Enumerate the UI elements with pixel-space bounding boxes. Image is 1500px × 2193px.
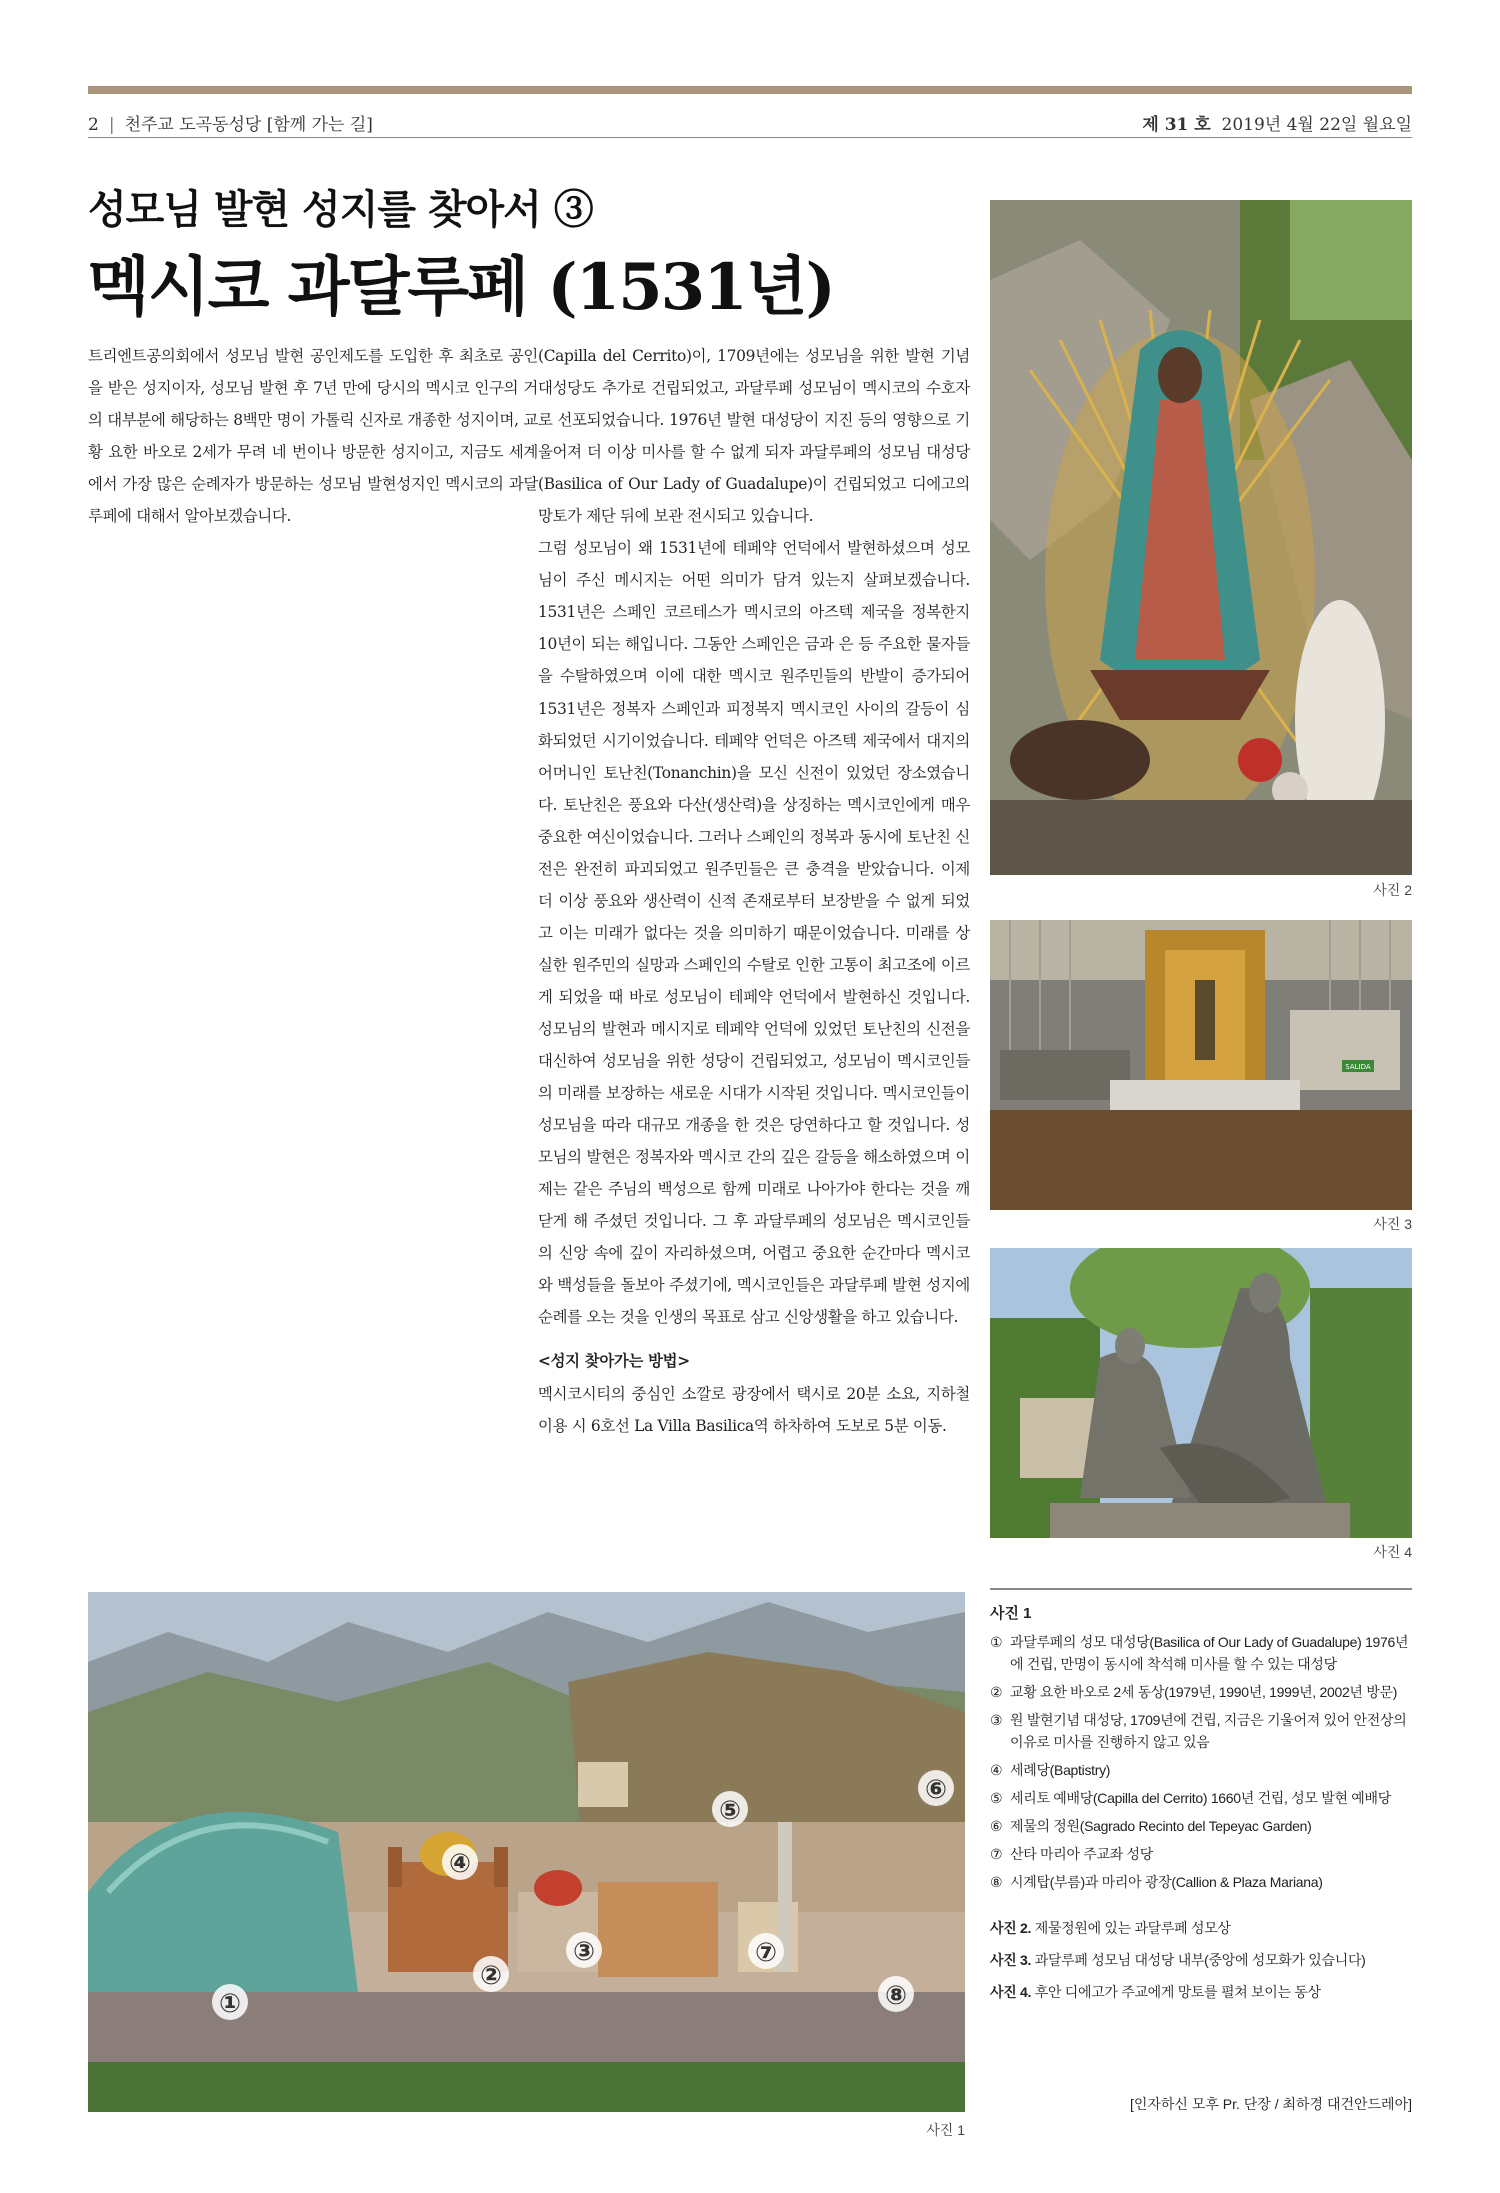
caption-text: 세리토 예배당(Capilla del Cerrito) 1660년 건립, 성모 발현 예배당 bbox=[1010, 1790, 1391, 1806]
author-credit: [인자하신 모후 Pr. 단장 / 최하경 대건안드레아] bbox=[1129, 2096, 1412, 2112]
caption-item bbox=[990, 1787, 1412, 1809]
caption-heading: 사진 1 bbox=[990, 1605, 1032, 1622]
caption-text: 제물의 정원(Sagrado Recinto del Tepeyac Garden) bbox=[1010, 1818, 1312, 1834]
marker-2: ② bbox=[479, 1961, 503, 1991]
caption-divider bbox=[990, 1588, 1412, 1590]
photo-4-caption-label: 사진 4. bbox=[990, 1984, 1032, 2000]
caption-text: 교황 요한 바오로 2세 동상(1979년, 1990년, 1999년, 2002년 방문) bbox=[1010, 1684, 1398, 1700]
photo-4-graphic bbox=[990, 1248, 1412, 1538]
top-rule bbox=[88, 86, 1412, 94]
issue-number: 제 31 호 bbox=[1142, 115, 1211, 135]
exit-sign-text: SALIDA bbox=[1345, 1063, 1371, 1071]
photo-3-caption bbox=[990, 1949, 1412, 1971]
photo-2-graphic bbox=[990, 200, 1412, 875]
photo-1-aerial bbox=[88, 1592, 965, 2112]
caption-text: 시계탑(부름)과 마리아 광장(Callion & Plaza Mariana) bbox=[1010, 1874, 1323, 1890]
header-left bbox=[88, 110, 373, 135]
article-column-2 bbox=[538, 340, 970, 1555]
photo-3-label: 사진 3 bbox=[1373, 1216, 1412, 1232]
caption-number: ⑤ bbox=[990, 1790, 1003, 1806]
caption-item bbox=[990, 1759, 1412, 1781]
caption-item bbox=[990, 1631, 1412, 1675]
caption-number: ⑧ bbox=[990, 1874, 1003, 1890]
caption-text: 원 발현기념 대성당, 1709년에 건립, 지금은 기울어져 있어 안전상의 이유로 미사를 진행하지 않고 있음 bbox=[1010, 1712, 1407, 1750]
caption-text: 세례당(Baptistry) bbox=[1010, 1762, 1111, 1778]
marker-8: ⑧ bbox=[884, 1981, 908, 2011]
column1-text: 트리엔트공의회에서 성모님 발현 공인제도를 도입한 후 최초로 공인을 받은 성지이자, 성모님 발현 후 7년 만에 당시의 멕시코 인구의 거의 대부분에 해당하는 8백만 명이 가톨릭 신자로 개종한 성지이며, 교황 요한 바오로 2세가 무려 네 번이나 방문한 성지이고, 지금도 세계에서 가장 많은 순례자가 방문하는 성모님 발현성지인 멕시코의 과달루페에 대해서 알아보겠습니다. bbox=[88, 347, 538, 526]
caption-number: ④ bbox=[990, 1762, 1003, 1778]
column2-paragraph: (Capilla del Cerrito)이, 1709년에는 성모님을 위한 발현 기념 대성당도 추가로 건립되었고, 과달루페 성모님이 멕시코의 수호자로 선포되었습니다. 1976년 발현 대성당이 지진 등의 영향으로 기울어져 더 이상 미사를 할 수 없게 되자 과달루페의 성모님 대성당(Basilica of Our Lady of Guadalupe)이 건립되었고 디에고의 망토가 제단 뒤에 보관 전시되고 있습니다. bbox=[538, 347, 970, 526]
article-title: 멕시코 과달루페 (1531년) bbox=[88, 250, 834, 325]
caption-number: ② bbox=[990, 1684, 1003, 1700]
caption-item bbox=[990, 1871, 1412, 1893]
caption-text: 산타 마리아 주교좌 성당 bbox=[1010, 1846, 1154, 1862]
caption-item bbox=[990, 1815, 1412, 1837]
caption-text: 과달루페의 성모 대성당(Basilica of Our Lady of Guadalupe) 1976년에 건립, 만명이 동시에 착석해 미사를 할 수 있는 대성당 bbox=[1010, 1634, 1409, 1672]
photo-2-label: 사진 2 bbox=[1373, 882, 1412, 898]
caption-number: ⑦ bbox=[990, 1846, 1003, 1862]
photo-2-statue bbox=[990, 200, 1412, 875]
series-title: 성모님 발현 성지를 찾아서 ③ bbox=[88, 186, 593, 233]
caption-item bbox=[990, 1681, 1412, 1703]
photo-4-caption-text: 후안 디에고가 주교에게 망토를 펼쳐 보이는 동상 bbox=[1031, 1984, 1321, 2000]
publication-name: 천주교 도곡동성당 [함께 가는 길] bbox=[124, 115, 373, 135]
marker-1: ① bbox=[218, 1989, 242, 2019]
photo-3-caption-text: 과달루페 성모님 대성당 내부(중앙에 성모화가 있습니다) bbox=[1031, 1952, 1366, 1968]
photo-4-sculpture bbox=[990, 1248, 1412, 1538]
marker-3: ③ bbox=[572, 1937, 596, 1967]
marker-4: ④ bbox=[448, 1849, 472, 1879]
caption-item bbox=[990, 1843, 1412, 1865]
photo-2-caption-text: 제물정원에 있는 과달루페 성모상 bbox=[1031, 1920, 1231, 1936]
photo-captions bbox=[990, 1588, 1412, 2003]
marker-6: ⑥ bbox=[924, 1775, 948, 1805]
photo-3-caption-label: 사진 3. bbox=[990, 1952, 1032, 1968]
photo-4-label: 사진 4 bbox=[1373, 1544, 1412, 1560]
issue-date: 2019년 4월 22일 월요일 bbox=[1221, 115, 1412, 135]
photo-1-graphic bbox=[88, 1592, 965, 2112]
directions-heading: <성지 찾아가는 방법> bbox=[538, 1352, 690, 1371]
photo-3-graphic bbox=[990, 920, 1412, 1210]
marker-7: ⑦ bbox=[754, 1938, 778, 1968]
caption-number: ⑥ bbox=[990, 1818, 1003, 1834]
article-column-1 bbox=[88, 340, 538, 1562]
header-separator: | bbox=[108, 115, 115, 135]
photo-3-interior bbox=[990, 920, 1412, 1210]
caption-number: ① bbox=[990, 1634, 1003, 1650]
photo-4-caption bbox=[990, 1981, 1412, 2003]
header-right bbox=[1142, 110, 1412, 135]
directions-text: 멕시코시티의 중심인 소깔로 광장에서 택시로 20분 소요, 지하철 이용 시 6호선 La Villa Basilica역 하차하여 도보로 5분 이동. bbox=[538, 1384, 970, 1435]
caption-item bbox=[990, 1709, 1412, 1753]
caption-number: ③ bbox=[990, 1712, 1003, 1728]
column2-paragraph: 그럼 성모님이 왜 1531년에 테페약 언덕에서 발현하셨으며 성모님이 주신 메시지는 어떤 의미가 담겨 있는지 살펴보겠습니다. 1531년은 스페인 코르테스가 멕시코의 아즈텍 제국을 정복한지 10년이 되는 해입니다. 그동안 스페인은 금과 은 등 주요한 물자들을 수탈하였으며 이에 대한 멕시코 원주민들의 반발이 증가되어 1531년은 정복자 스페인과 피정복지 멕시코인 사이의 갈등이 심화되었던 시기이었습니다. 테페약 언덕은 아즈텍 제국에서 대지의 어머니인 토난친(Tonanchin)을 모신 신전이 있었던 장소였습니다. 토난친은 풍요와 다산(생산력)을 상징하는 멕시코인에게 매우 중요한 여신이었습니다. 그러나 스페인의 정복과 동시에 토난친 신전은 완전히 파괴되었고 원주민들은 큰 충격을 받았습니다. 이제 더 이상 풍요와 생산력이 신적 존재로부터 보장받을 수 없게 되었고 이는 미래가 없다는 것을 의미하기 때문이었습니다. 미래를 상실한 원주민의 실망과 스페인의 수탈로 인한 고통이 최고조에 이르게 되었을 때 바로 성모님이 테페약 언덕에서 발현하신 것입니다. 성모님의 발현과 메시지로 테페약 언덕에 있었던 토난친의 신전을 대신하여 성모님을 위한 성당이 건립되었고, 성모님이 멕시코인들의 미래를 보장하는 새로운 시대가 시작된 것입니다. 멕시코인들이 성모님을 따라 대규모 개종을 한 것은 당연하다고 할 것입니다. 성모님의 발현은 정복자와 멕시코 간의 깊은 갈등을 해소하였으며 이제는 같은 주님의 백성으로 함께 미래로 나아가야 한다는 것을 깨닫게 해 주셨던 것입니다. 그 후 과달루페의 성모님은 멕시코인들의 신앙 속에 깊이 자리하셨으며, 어렵고 중요한 순간마다 멕시코와 백성들을 돌보아 주셨기에, 멕시코인들은 과달루페 발현 성지에 순례를 오는 것을 인생의 목표로 삼고 신앙생활을 하고 있습니다. bbox=[538, 539, 970, 1327]
photo-2-caption-label: 사진 2. bbox=[990, 1920, 1032, 1936]
page-number: 2 bbox=[88, 115, 99, 135]
page-header bbox=[88, 104, 1412, 138]
header-divider bbox=[88, 137, 1412, 138]
photo-2-caption bbox=[990, 1917, 1412, 1939]
marker-5: ⑤ bbox=[718, 1796, 742, 1826]
photo-1-label: 사진 1 bbox=[926, 2122, 965, 2138]
